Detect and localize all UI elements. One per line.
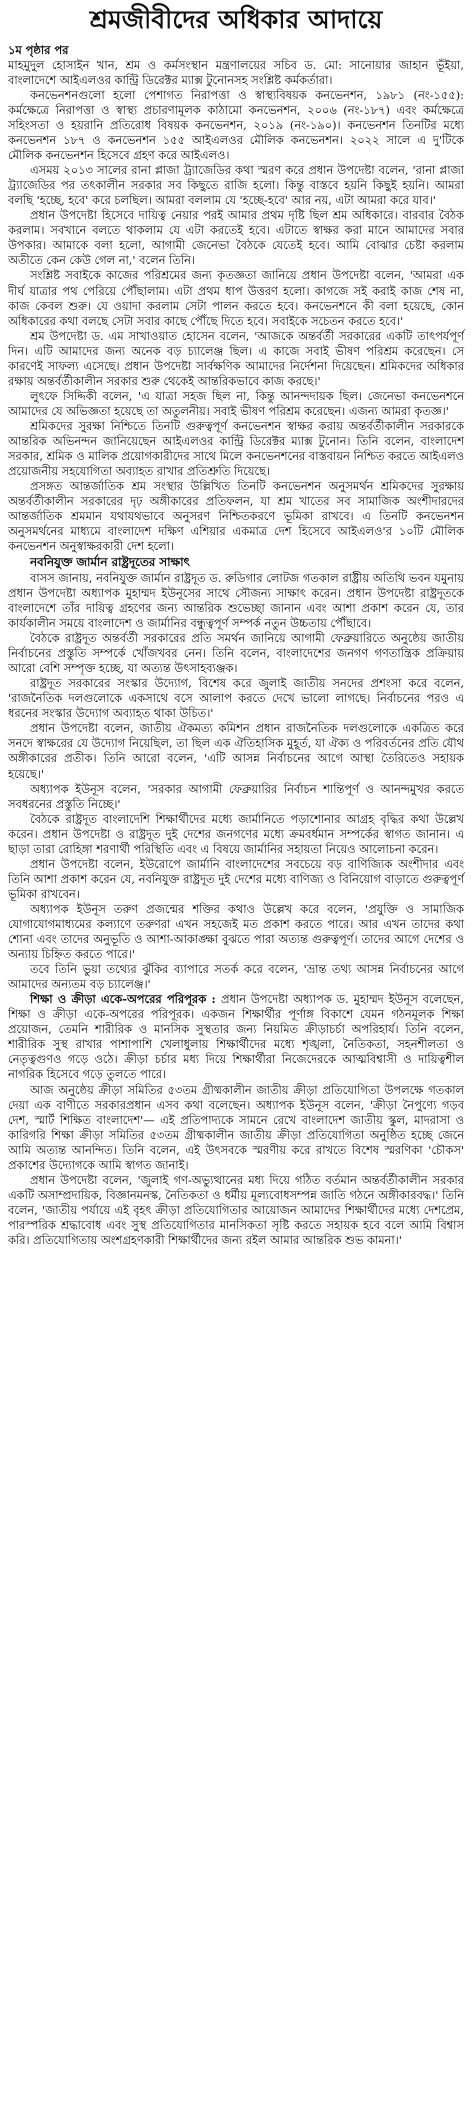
article-paragraph: অধ্যাপক ইউনূস বলেন, 'সরকার আগামী ফেব্রুয়ারির নির্বাচন শান্তিপূর্ণ ও আনন্দমুখর করতে সবধরনের প্রস্তুতি নিচ্ছে।' [8, 781, 464, 811]
article-paragraph: বাসস জানায়, নবনিযুক্ত জার্মান রাষ্ট্রদূত ড. রুডিগার লোটজ গতকাল রাষ্ট্রীয় অতিথি ভবন যমুনায় প্রধান উপদেষ্টা অধ্যাপক মুহাম্মদ ইউনূসের সাথে সৌজন্য সাক্ষাৎ করেন। প্রধান উপদেষ্টা রাষ্ট্রদূতকে বাংলাদেশে তাঁর দায়িত্ব গ্রহণের জন্য আন্তরিক শুভেচ্ছা জানান এবং আশা প্রকাশ করেন যে, তার কার্যকালীন সময়ে বাংলাদেশ ও জার্মানির বন্ধুত্বপূর্ণ সম্পর্ক নতুন উচ্চতায় পৌঁছাবে। [8, 570, 464, 631]
article-paragraph: প্রধান উপদেষ্টা বলেন, 'জুলাই গণ-অভ্যুত্থানের মধ্য দিয়ে গঠিত বর্তমান অন্তর্বর্তীকালীন সরকার একটি অসাম্প্রদায়িক, বিজ্ঞানমনস্ক, নৈতিকতা ও ধর্মীয় মূল্যবোধসম্পন্ন জাতি গঠনে অঙ্গীকারবদ্ধ।' তিনি বলেন, 'জাতীয় পর্যায়ে এই বৃহৎ ক্রীড়া প্রতিযোগিতার আয়োজন আমাদের শিক্ষার্থীদের মধ্যে দেশপ্রেম, পারস্পরিক শ্রদ্ধাবোধ এবং সুস্থ প্রতিযোগিতার মানসিকতা সৃষ্টি করতে সহায়ক হবে বলে আমি বিশ্বাস করি। প্রতিযোগিতায় অংশগ্রহণকারী শিক্ষার্থীদের জন্য রইল আমার আন্তরিক শুভ কামনা।' [8, 1172, 464, 1247]
article-paragraph: প্রধান উপদেষ্টা হিসেবে দায়িত্ব নেয়ার পরই আমার প্রথম দৃষ্টি ছিল শ্রম অধিকারে। বারবার বৈঠক করলাম। সবখানে বলতে থাকলাম যে এটা করতেই হবে। এটাতে স্বাক্ষর করা মানে আমাদের সবার উপকার। আমাকে বলা হলো, আগামী জেনেভা বৈঠকে যেতেই হবে। আমি বোঝার চেষ্টা করলাম অতীতে কেন কেউ গেল না,' বলেন তিনি। [8, 208, 464, 268]
section-heading: শিক্ষা ও ক্রীড়া একে-অপরের পরিপূরক [30, 992, 207, 1007]
article-paragraph: তবে তিনি ভুয়া তথ্যের ঝুঁকির ব্যাপারে সতর্ক করে বলেন, 'ভ্রান্ত তথ্য আসন্ন নির্বাচনের আগে আমাদের অন্যতম বড় চ্যালেঞ্জ।' [8, 962, 464, 992]
article-paragraph: প্রধান উপদেষ্টা বলেন, ইউরোপে জার্মানি বাংলাদেশের সবচেয়ে বড় বাণিজ্যিক অংশীদার এবং তিনি আশা প্রকাশ করেন যে, নবনিযুক্ত রাষ্ট্রদূত দুই দেশের মধ্যে বাণিজ্য ও বিনিয়োগ বাড়াতে গুরুত্বপূর্ণ ভূমিকা রাখবেন। [8, 856, 464, 901]
article-paragraph: শ্রমিকদের সুরক্ষা নিশ্চিতে তিনটি গুরুত্বপূর্ণ কনভেনশন স্বাক্ষর করায় অন্তর্বর্তীকালীন সরকারকে আন্তরিক অভিনন্দন জানিয়েছেন আইএলওর কান্ট্রি ডিরেক্টর ম্যাক্স টুনোন। তিনি বলেন, বাংলাদেশ সরকার, শ্রমিক ও মালিক প্রয়োগকারীদের সাথে মিলে কনভেনশনের বাস্তবায়ন নিশ্চিত করতে আইএলও প্রয়োজনীয় সহযোগিতা অব্যাহত রাখার প্রতিশ্রুতি দিয়েছে। [8, 418, 464, 479]
section-lead-text: প্রধান উপদেষ্টা অধ্যাপক ড. মুহাম্মদ ইউনূস বলেছেন, শিক্ষা ও ক্রীড়া একে-অপরের পরিপূরক। একজন শিক্ষার্থীর পূর্ণাঙ্গ বিকাশে যেমন গঠনমূলক শিক্ষা প্রয়োজন, তেমনি শারীরিক ও মানসিক সুস্থতার জন্য নিয়মিত ক্রীড়াচর্চা অপরিহার্য। তিনি বলেন, শারীরিক সুস্থ রাখার পাশাপাশি খেলাধুলায় শিক্ষার্থীদের মধ্যে শৃঙ্খলা, নৈতিকতা, সহনশীলতা ও নেতৃত্বগুণও গড়ে ওঠে। ক্রীড়া চর্চার মধ্য দিয়ে শিক্ষার্থীরা নিজেদেরকে আত্মবিশ্বাসী ও দায়িত্বশীল নাগরিক হিসেবে গড়ে তুলতে পারে। [8, 992, 464, 1082]
article-paragraph: রাষ্ট্রদূত সরকারের সংস্কার উদ্যোগ, বিশেষ করে জুলাই জাতীয় সনদের প্রশংসা করে বলেন, 'রাজনৈতিক দলগুলোকে একসাথে বসে আলাপ করতে দেখে ভালো লাগছে। নির্বাচনের পরও এ ধরনের সংস্কার উদ্যোগ অব্যাহত থাকা উচিত।' [8, 676, 464, 721]
article-paragraph: প্রসঙ্গত আন্তর্জাতিক শ্রম সংস্থার উল্লিখিত তিনটি কনভেনশন অনুসমর্থন শ্রমিকদের সুরক্ষায় অন্তর্বর্তীকালীন সরকারের দৃঢ় অঙ্গীকারের প্রতিফলন, যা শ্রম খাতের সব সামাজিক অংশীদারদের আন্তর্জাতিক শ্রমমান যথাযথভাবে অনুসরণ নিশ্চিতকরণে ভূমিকা রাখবে। এ তিনটি কনভেনশন অনুসমর্থনের মাধ্যমে বাংলাদেশ দক্ষিণ এশিয়ার একমাত্র দেশ হিসেবে আইএলও'র ১০টি মৌলিক কনভেনশন অনুস্বাক্ষরকারী দেশ হলো। [8, 479, 464, 554]
continuation-label: ১ম পৃষ্ঠার পর [8, 42, 69, 57]
article-paragraph: অধ্যাপক ইউনূস তরুণ প্রজন্মের শক্তির কথাও উল্লেখ করে বলেন, 'প্রযুক্তি ও সামাজিক যোগাযোগমাধ্যমের কল্যাণে তরুণরা এখন সহজেই মত প্রকাশ করতে পারে। আর এখন তাদের কথা শোনা এবং তাদের অনুভূতি ও আশা-আকাঙ্ক্ষা বুঝতে পারা অত্যন্ত গুরুত্বপূর্ণ। তাদের আগে দেশের ও অন্যায় চিহ্নিত করতে পারে।' [8, 901, 464, 962]
article-paragraph: প্রধান উপদেষ্টা বলেন, জাতীয় ঐকমত্য কমিশন প্রধান রাজনৈতিক দলগুলোকে একত্রিত করে সনদে স্বাক্ষরের যে উদ্যোগ নিয়েছিল, তা ছিল এক ঐতিহাসিক মুহূর্ত, যা ঐক্য ও পরিবর্তনের প্রতি যৌথ অঙ্গীকারের প্রতীক। তিনি আরো বলেন, 'এটি আসন্ন নির্বাচনের আগে আস্থা তৈরিতেও সহায়ক হয়েছে।' [8, 721, 464, 781]
section-education-sports [8, 992, 464, 1248]
article-paragraph: বৈঠকে রাষ্ট্রদূত অন্তর্বর্তী সরকারের প্রতি সমর্থন জানিয়ে আগামী ফেব্রুয়ারিতে অনুষ্ঠেয় জাতীয় নির্বাচনের প্রস্তুতি সম্পর্কে খোঁজখবর নেন। তিনি বলেন, বাংলাদেশের জনগণ গণতান্ত্রিক প্রক্রিয়ায় আরো বেশি সম্পৃক্ত হচ্ছে, যা অত্যন্ত উৎসাহব্যঞ্জক। [8, 631, 464, 676]
article-paragraph: বৈঠকে রাষ্ট্রদূত বাংলাদেশি শিক্ষার্থীদের মধ্যে জার্মানিতে পড়াশোনার আগ্রহ বৃদ্ধির কথা উল্লেখ করেন। প্রধান উপদেষ্টা ও রাষ্ট্রদূত দুই দেশের জনগণের মধ্যে ক্রমবর্ধমান সম্পর্কের স্বাগত জানান। এ ছাড়া তারা রোহিঙ্গা শরণার্থী পরিস্থিতি এবং এ বিষয়ে জার্মানির সহায়তা নিয়েও আলোচনা করেন। [8, 811, 464, 856]
article-headline: শ্রমজীবীদের অধিকার আদায়ে [89, 5, 383, 34]
article-paragraph: আজ অনুষ্ঠেয় ক্রীড়া সমিতির ৫৩তম গ্রীষ্মকালীন জাতীয় ক্রীড়া প্রতিযোগিতা উপলক্ষে গতকাল দেয়া এক বাণীতে সরকারপ্রধান এসব কথা বলেছেন। অধ্যাপক ইউনূস বলেন, 'ক্রীড়া নৈপুণ্যে গড়ব দেশ, স্মার্ট শিক্ষিত বাংলাদেশ'— এই প্রতিপাদ্যকে সামনে রেখে বাংলাদেশ জাতীয় স্কুল, মাদরাসা ও কারিগরি শিক্ষা ক্রীড়া সমিতির ৫৩তম গ্রীষ্মকালীন জাতীয় ক্রীড়া প্রতিযোগিতা অনুষ্ঠিত হচ্ছে জেনে আমি অত্যন্ত আনন্দিত। তিনি বলেন, এই উৎসবকে স্মরণীয় করে রাখতে বিশেষ স্মরণিকা 'চৌকস' প্রকাশের উদ্যোগকে আমি স্বাগত জানাই। [8, 1082, 464, 1172]
article-paragraph: সংশ্লিষ্ট সবাইকে কাজের পরিশ্রমের জন্য কৃতজ্ঞতা জানিয়ে প্রধান উপদেষ্টা বলেন, 'আমরা এক দীর্ঘ যাত্রার পথ পেরিয়ে পৌঁছালাম। এটা প্রথম ধাপ উত্তরণ হলো। কাগজে সই করাই কাজ শেষ না, কাজ কেবল শুরু। যে ওয়াদা করলাম সেটা পালন করতে হবে। কনভেনশনে কী বলা হয়েছে, কোন অধিকারের কথা বলছে সেটা সবার কাছে পৌঁছে দিতে হবে। সবাইকে সচেতন করতে হবে।' [8, 268, 464, 328]
article-paragraph: এসময় ২০১৩ সালের রানা প্লাজা ট্র্যাজেডির কথা স্মরণ করে প্রধান উপদেষ্টা বলেন, 'রানা প্লাজা ট্র্যাজেডির পর তৎকালীন সরকার সব কিছুতে রাজি হলো। কিন্তু বাস্তবে হয়নি কিছুই হয়নি। আমরা বলছি 'হচ্ছে, হবে' করে চলছিল। আমরা বললাম যে 'হচ্ছে-হবে' আর নয়, এটা আমরা করে যাব।' [8, 163, 464, 208]
heading-separator: : [206, 992, 221, 1007]
article-paragraph: লুৎফে সিদ্দিকী বলেন, 'এ যাত্রা সহজ ছিল না, কিন্তু আনন্দদায়ক ছিল। জেনেভা কনভেনশনে আমাদের যে অভিজ্ঞতা হয়েছে তা অতুলনীয়। সবাই ভীষণ পরিশ্রম করেছেন। এজন্য আমরা কৃতজ্ঞ।' [8, 388, 464, 418]
section-heading: নবনিযুক্ত জার্মান রাষ্ট্রদূতের সাক্ষাৎ [30, 555, 190, 570]
article-paragraph: কনভেনশনগুলো হলো পেশাগত নিরাপত্তা ও স্বাস্থ্যবিষয়ক কনভেনশন, ১৯৮১ (নং-১৫৫): কর্মক্ষেত্রে নিরাপত্তা ও স্বাস্থ্য প্রচারণামূলক কাঠামো কনভেনশন, ২০০৬ (নং-১৮৭) এবং কর্মক্ষেত্রে সহিংসতা ও হয়রানি প্রতিরোধ বিষয়ক কনভেনশন, ২০১৯ (নং-১৯০)। কনভেনশন তিনটির মধ্যে কনভেনশন ১৮৭ ও কনভেনশন ১৫৫ আইএলওর মৌলিক কনভেনশন। ২০২২ সালে এ দু'টিকে মৌলিক কনভেনশন হিসেবে গ্রহণ করে আইএলও। [8, 87, 464, 163]
article-paragraph: মাহমুদুল হোসাইন খান, শ্রম ও কর্মসংস্থান মন্ত্রণালয়ের সচিব ড. মো: সানোয়ার জাহান ভূঁইয়া, বাংলাদেশে আইএলওর কান্ট্রি ডিরেক্টর ম্যাক্স টুনোনসহ সংশ্লিষ্ট কর্মকর্তারা। [8, 57, 464, 87]
article-paragraph: শ্রম উপদেষ্টা ড. এম সাখাওয়াত হোসেন বলেন, 'আজকে অন্তর্বর্তী সরকারের একটি তাৎপর্যপূর্ণ দিন। এটি আমাদের জন্য অনেক বড় চ্যালেঞ্জ ছিল। এ কাজে সবাই ভীষণ পরিশ্রম করেছেন। সে কারণেই সাফল্য এসেছে। প্রধান উপদেষ্টা সার্বক্ষণিক আমাদের নির্দেশনা দিয়েছেন। শ্রমিকদের অধিকার রক্ষায় অন্তর্বর্তীকালীন সরকার শুরু থেকেই আন্তরিকভাবে কাজ করছে।' [8, 328, 464, 388]
intro-section [8, 58, 464, 555]
section-german-ambassador [8, 555, 464, 992]
section-lead-paragraph [8, 992, 464, 1082]
